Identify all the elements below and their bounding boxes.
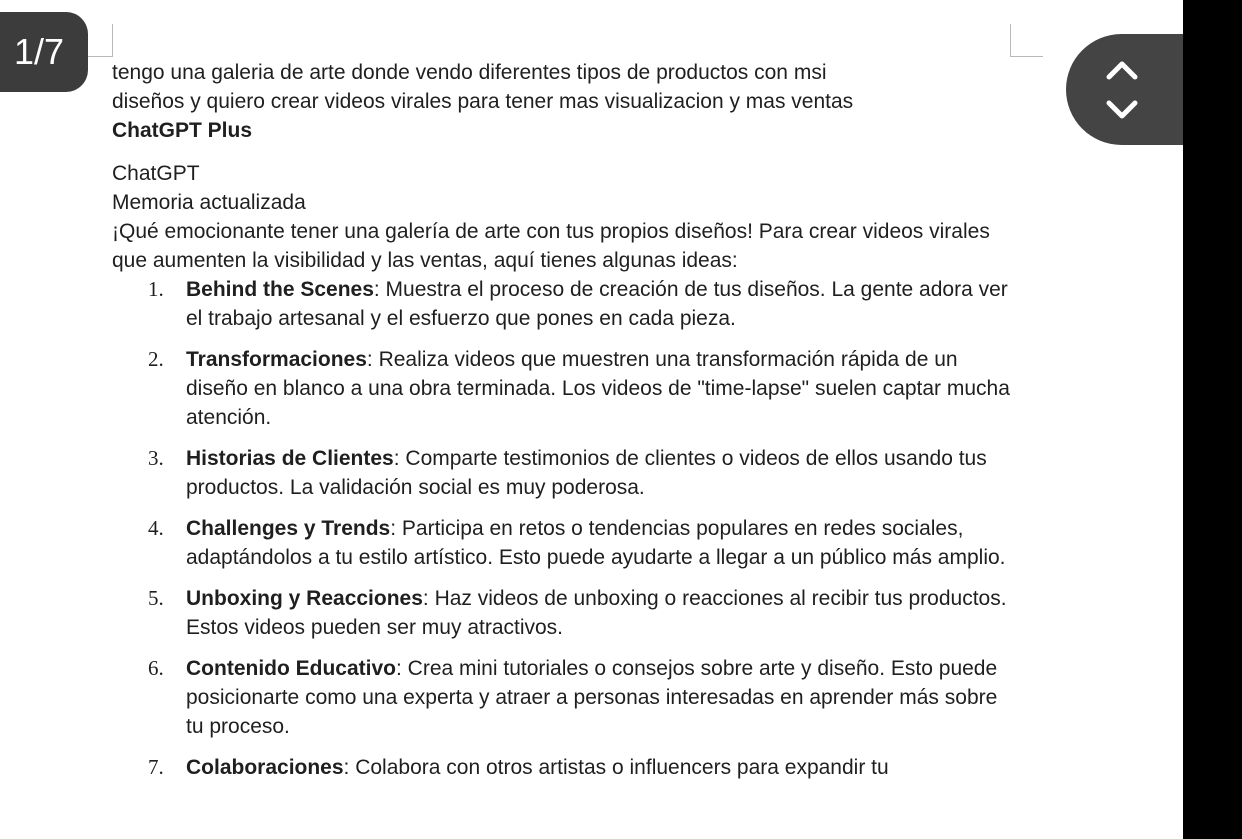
idea-text: : Crea mini tutoriales o consejos sobre arte y diseño. Esto puede posicionarte como una experta y atraer a personas interesadas en aprender más sobre tu proceso.: [186, 657, 998, 738]
list-number: 6.: [148, 656, 164, 680]
list-number: 1.: [148, 277, 164, 301]
author-label: ChatGPT: [112, 162, 200, 185]
right-edge-bar: [1183, 0, 1242, 839]
intro-paragraph: ¡Qué emocionante tener una galería de arte con tus propios diseños! Para crear videos virales que aumenten la visibilidad y las ventas, aquí tienes algunas ideas:: [112, 220, 990, 272]
idea-title: Challenges y Trends: [186, 517, 391, 540]
idea-text: : Comparte testimonios de clientes o videos de ellos usando tus productos. La validación social es muy poderosa.: [186, 447, 987, 499]
idea-text: : Muestra el proceso de creación de tus diseños. La gente adora ver el trabajo artesanal y el esfuerzo que pones en cada pieza.: [186, 278, 1008, 330]
list-number: 7.: [148, 755, 164, 779]
crop-mark-top-right: [1010, 24, 1043, 57]
plan-label: ChatGPT Plus: [112, 119, 253, 142]
idea-title: Behind the Scenes: [186, 278, 374, 301]
idea-text: : Haz videos de unboxing o reacciones al recibir tus productos. Estos videos pueden ser muy atractivos.: [186, 587, 1007, 639]
list-item: [112, 654, 1012, 741]
memory-status: Memoria actualizada: [112, 191, 306, 214]
list-number: 2.: [148, 347, 164, 371]
list-number: 3.: [148, 446, 164, 470]
list-number: 5.: [148, 586, 164, 610]
user-prompt-line: tengo una galeria de arte donde vendo diferentes tipos de productos con msi: [112, 61, 827, 84]
list-item: [112, 345, 1012, 432]
page-counter: 1/7: [0, 12, 88, 92]
idea-text: : Colabora con otros artistas o influencers para expandir tu: [343, 756, 889, 779]
idea-title: Colaboraciones: [186, 756, 344, 779]
user-prompt-line: diseños y quiero crear videos virales para tener mas visualizacion y mas ventas: [112, 90, 854, 113]
idea-text: : Participa en retos o tendencias populares en redes sociales, adaptándolos a tu estilo artístico. Esto puede ayudarte a llegar a un público más amplio.: [186, 517, 1006, 569]
crop-mark-top-left: [88, 24, 113, 57]
chevron-down-icon[interactable]: [1104, 92, 1140, 128]
idea-title: Unboxing y Reacciones: [186, 587, 423, 610]
idea-text: : Realiza videos que muestren una transformación rápida de un diseño en blanco a una obra terminada. Los videos de "time-lapse" suelen captar mucha atención.: [186, 348, 1010, 429]
page-scroll-control: [1066, 34, 1183, 145]
ideas-list: [112, 275, 1012, 782]
list-item: [112, 584, 1012, 642]
list-item: [112, 514, 1012, 572]
idea-title: Transformaciones: [186, 348, 367, 371]
idea-title: Historias de Clientes: [186, 447, 394, 470]
list-number: 4.: [148, 516, 164, 540]
chevron-up-icon[interactable]: [1104, 52, 1140, 88]
list-item: [112, 275, 1012, 333]
document-content: [112, 58, 1012, 794]
list-item: [112, 753, 1012, 782]
idea-title: Contenido Educativo: [186, 657, 396, 680]
list-item: [112, 444, 1012, 502]
